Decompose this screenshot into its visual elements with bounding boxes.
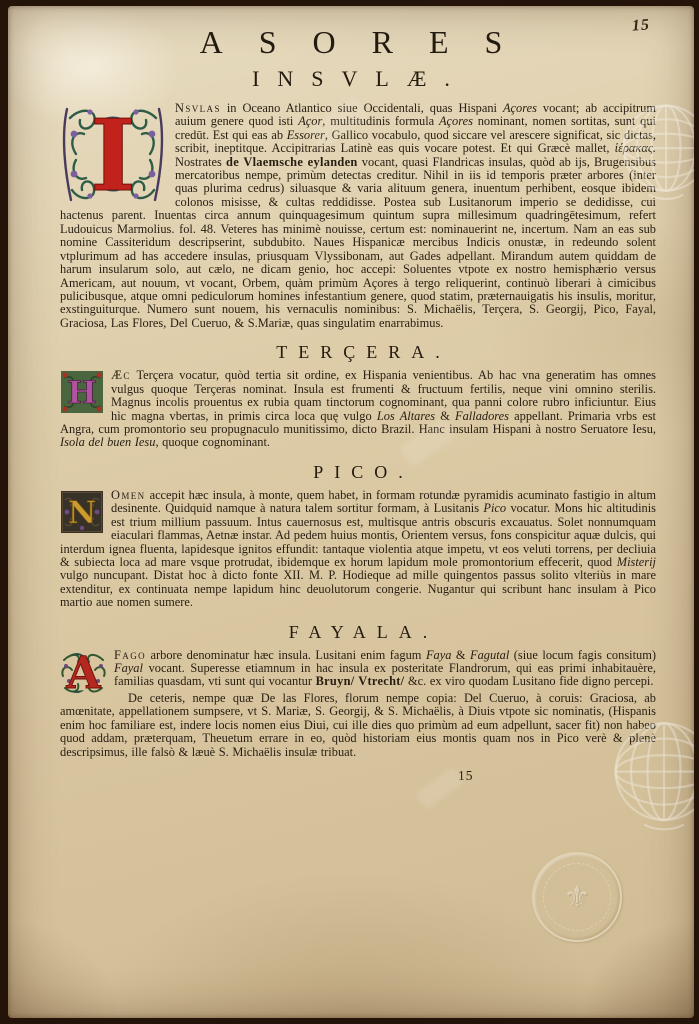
fayala-paragraph <box>60 647 656 694</box>
dropcap-letter: I <box>90 103 136 204</box>
section-heading-pico: PICO. <box>313 461 414 482</box>
section-heading-fayala: FAYALA. <box>288 621 439 642</box>
pico-paragraph <box>60 489 656 610</box>
embossed-seal-icon <box>532 852 622 942</box>
page-title: ASORES <box>199 24 539 60</box>
page-subtitle: INSVLÆ. <box>252 65 468 91</box>
tercera-text: Æc Terçera vocatur, quòd tertia sit ordine, ex Hispania venientibus. Ab hac vna generatim has omnes vulgus quoque Terçeras nominat. Insula est frumenti & fructuum fertilis, neque vini omnino sterilis. Magnus incolis prouentus ex rubia quam tinctorum cognominant, qua panni colore rubro inficiuntur. Eius hìc magna vbertas, in primis circa loca quę vulgo Los Altares & Falladores appellant. Primaria vrbs est Angra, cum promontorio seu propugnaculo munitissimo, dicto Brazil. Hanc insulam Hispani à nostro Seruatore Iesu, Isola del buen Iesu, quoque cognominant. <box>60 368 656 450</box>
ornate-initial-i-icon <box>60 104 166 204</box>
pico-text: Omen accepit hæc insula, à monte, quem habet, in formam rotundæ pyramidis acuminato fastigio in altum desinente. Quidquid namque à natura talem sortitur formam, à Lusitanis Pico vocatur. Mons hic altitudinis est trium millium passuum. Intus cauernosus est, multisque antris obscuris excauatus. Solet nonnumquam eiaculari flammas, Aetnæ instar. Ad pedem huius montis, Orientem versus, fons conspicitur aquæ dulcis, qui interdum ignea fluenta, lapidesque ignitos effundit: tantaque violentia atque impetu, vt eos veluti torrens, per decliuia & subiecta loca ad mare vsque protrudat, ibidemque ex horum lapidum mole promontorium effecerit, quod Misterij vulgo nuncupant. Distat hoc à dicto fonte XII. M. P. Hodieque ad mille quingentos passus solito vlteriùs in mare extenditur, ex continuata nempe lapidum hinc deuolutorum congerie. Nugantur qui scribunt hanc insulam à Pico martio aue nomen sumere. <box>60 487 657 610</box>
dropcap-letter: A <box>66 649 101 694</box>
dropcap-letter: N <box>67 494 97 531</box>
fayala-text: Fago arbore denominatur hæc insula. Lusitani enim fagum Faya & Fagutal (siue locum fagis consitum) Fayal vocant. Superesse etiamnum in hac insula ex posteritate Flandrorum, qui eas primi inhabitauère, familias quasdam, vti sunt qui vocantur Bruyn/ Vtrecht/ &c. ex viro quodam Lusitano fide digno percepi. <box>114 647 656 689</box>
handwritten-folio-number: 15 <box>631 16 651 35</box>
fleur-de-lis-icon: ⚜ <box>563 880 591 914</box>
intro-paragraph <box>60 102 656 331</box>
ornate-initial-a-icon <box>60 650 107 694</box>
tercera-paragraph <box>60 369 656 450</box>
book-page <box>8 6 694 1018</box>
intro-text: Nsvlas in Oceano Atlantico siue Occidentali, quas Hispani Açores vocant; ab accipitrum auium genere quod isti Açor, multitudinis formula Açores nominant, nomen sortitas, sunt qui credūt. Est qui eas ab Essorer, Gallico vocabulo, quod siccare vel arescere significat, sic dictas, scribit, ineptitque. Accipitrarias Latinè eas quis vocare potest. Et qui Græcè mallet, ἱέρακας. Nostrates de Vlaemsche eylanden vocant, quasi Flandricas insulas, quòd ab ijs, Brugensibus mercatoribus nempe, primùm detectas creditur. Nihil in iis id temporis præter arbores (inter quas plurima cedrus) siluasque & varia alituum genera, inuentum perhibent, eosque ibidem colonos misisse, & cultas reddidisse. Postea sub Lusitanorum imperio se dedidisse, cui hactenus parent. Inuentas circa annum quinquagesimum quintum supra millesimum quadringētesimum, refert Ludouicus Marmolius. fol. 48. Veteres has minimè nouisse, certum est: nominauerint ne, incertum. Nam an eas sub nomine Cassiteridum descripserint, subdubito. Naues Hispanicæ mercibus Indicis onustæ, in redeundo solent vtplurimum ad has accedere insulas, priusquam Vlyssibonam, aut Gades adpellant. Mirandum autem quiddam de harum insularum solo, aut cælo, ne dicam genio, hoc accepi: Soluentes vtpote ex nostro hemisphærio versus Americam, aut nouum, vt vocant, Orbem, quàm primùm Açores à tergo reliquerint, continuò liberari à cimicibus pulicibusque, atque omni pediculorum homines infestantium genere, quod statim, præternauigatis his insulis, moritur, exstinguiturque. Numero sunt nouem, his vernaculis nominibus: S. Michaëlis, Terçera, S. Georgij, Pico, Fayal, Graciosa, Las Flores, Del Cueruo, & S.Mariæ, quas singulatim enarrabimus. <box>60 100 656 330</box>
fayala-paragraph-2 <box>60 692 656 759</box>
fayala-text-2: De ceteris, nempe quæ De las Flores, florum nempe copia: Del Cueruo, à coruis: Graciosa, ab amœnitate, appellationem sumpsere, vt S. Mariæ, S. Georgij, & S. Michaëlis, à Diuis vtpote sic nominatis, (Hispanis enim hoc familiare est, indere locis nomen eius Diui, cui ille dies quo primùm ad eum adpellunt, sacer fit) non habeo quod addam, præterquam, Theuetum errare in eo, quòd historiam eius montis quam nos in Pico verè & plenè descripsimus, ille falsò & læuè S. Michaëlis insulæ tribuat. <box>60 690 656 759</box>
printed-folio-number: 15 <box>458 768 474 784</box>
ornate-initial-n-icon <box>60 490 104 534</box>
text-block <box>60 102 656 785</box>
dropcap-letter: H <box>67 375 97 412</box>
seal-inner-ring <box>543 863 611 931</box>
section-heading-tercera: TERÇERA. <box>276 342 451 363</box>
ornate-initial-h-icon <box>60 370 104 414</box>
